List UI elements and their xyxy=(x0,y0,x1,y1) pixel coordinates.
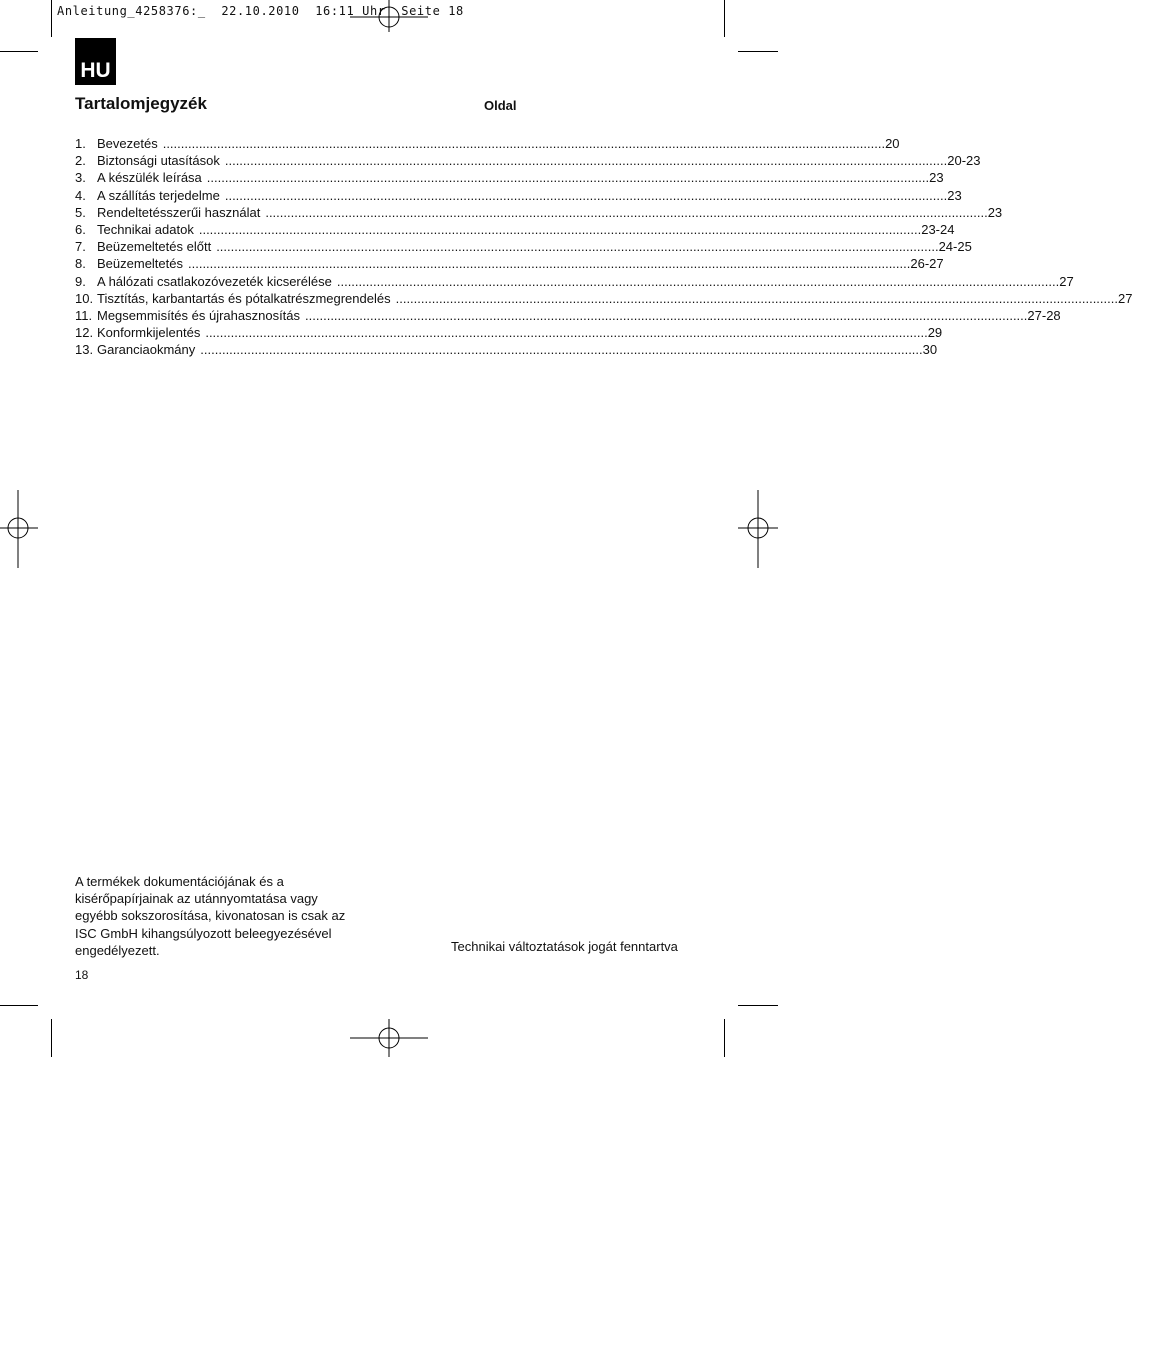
toc-entry-title: Tisztítás, karbantartás és pótalkatrészmegrendelés xyxy=(97,290,391,306)
toc-entry-number: 8. xyxy=(75,256,86,272)
toc-entry-page: 20 xyxy=(885,136,900,151)
toc-entry-title: Konformkijelentés xyxy=(97,325,201,341)
registration-mark-icon xyxy=(0,490,40,570)
toc-entry[interactable] xyxy=(75,324,943,341)
toc-entry-title: A szállítás terjedelme xyxy=(97,187,220,203)
toc-entry[interactable] xyxy=(75,255,944,272)
toc-entry-page: 23 xyxy=(929,170,944,186)
copyright-line: ISC GmbH kihangsúlyozott beleegyezésével xyxy=(75,925,332,941)
toc-entry[interactable] xyxy=(75,273,1074,290)
toc-entry-page: 29 xyxy=(927,325,943,341)
toc-entry-number: 9. xyxy=(75,273,86,289)
toc-leader-dots: ........................................................................................................................................................................................................ xyxy=(188,256,911,272)
toc-entry-title: Beüzemeltetés xyxy=(97,256,183,272)
copyright-line: egyébb sokszorosítása, kivonatosan is csak az xyxy=(75,908,346,924)
toc-entry-number: 1. xyxy=(75,136,86,151)
crop-mark xyxy=(724,1019,725,1057)
toc-leader-dots: ........................................................................................................................................................................................................ xyxy=(206,170,930,186)
toc-entry-number: 10. xyxy=(75,290,94,306)
toc-leader-dots: ........................................................................................................................................................................................................ xyxy=(162,136,886,151)
toc-entry-number: 13. xyxy=(75,342,94,358)
toc-entry-number: 5. xyxy=(75,204,86,220)
crop-mark xyxy=(0,1005,38,1006)
toc-leader-dots: ........................................................................................................................................................................................................ xyxy=(198,221,922,237)
toc-leader-dots: ........................................................................................................................................................................................................ xyxy=(205,325,928,341)
toc-leader-dots: ........................................................................................................................................................................................................ xyxy=(224,187,948,203)
copyright-line: A termékek dokumentációjának és a xyxy=(75,874,284,889)
toc-entry[interactable] xyxy=(75,238,972,255)
crop-mark xyxy=(0,51,38,52)
registration-mark-icon xyxy=(350,1019,430,1059)
toc-leader-dots: ........................................................................................................................................................................................................ xyxy=(336,273,1060,289)
toc-entry-page: 23 xyxy=(947,187,962,203)
crop-mark xyxy=(724,0,725,37)
toc-leader-dots: ........................................................................................................................................................................................................ xyxy=(305,307,1028,323)
toc-entry[interactable] xyxy=(75,307,1061,324)
toc-entry-page: 24-25 xyxy=(938,239,972,255)
toc-entry[interactable] xyxy=(75,169,944,186)
toc-leader-dots: ........................................................................................................................................................................................................ xyxy=(200,342,923,358)
toc-entry-page: 23-24 xyxy=(921,221,955,237)
toc-entry-title: Garanciaokmány xyxy=(97,342,196,358)
toc-entry-number: 6. xyxy=(75,221,86,237)
toc-entry[interactable] xyxy=(75,221,955,238)
toc-leader-dots: ........................................................................................................................................................................................................ xyxy=(216,239,939,255)
crop-mark xyxy=(738,1005,778,1006)
copyright-line: engedélyezett. xyxy=(75,942,160,958)
toc-entry[interactable] xyxy=(75,187,962,204)
toc-entry[interactable] xyxy=(75,204,1003,221)
toc-entry[interactable] xyxy=(75,135,900,152)
toc-entry-number: 7. xyxy=(75,239,86,255)
toc-entry-page: 20-23 xyxy=(947,153,981,169)
language-badge: HU xyxy=(75,38,116,85)
toc-entry-page: 30 xyxy=(922,342,938,358)
registration-mark-icon xyxy=(350,0,430,32)
toc-entry-title: Megsemmisítés és újrahasznosítás xyxy=(97,307,301,323)
page-number: 18 xyxy=(75,968,89,982)
copyright-line: kisérőpapírjainak az utánnyomtatása vagy xyxy=(75,891,318,907)
toc-entry-number: 11. xyxy=(75,307,93,323)
crop-mark xyxy=(738,51,778,52)
toc-entry[interactable] xyxy=(75,341,938,358)
toc-entry-title: Technikai adatok xyxy=(97,221,194,237)
rights-reserved-note: Technikai változtatások jogát fenntartva xyxy=(451,939,678,954)
toc-title: Tartalomjegyzék xyxy=(75,94,207,113)
toc-entry-number: 2. xyxy=(75,153,86,169)
toc-entry-title: Bevezetés xyxy=(97,136,158,151)
page-column-label: Oldal xyxy=(484,98,517,113)
toc-entry-page: 27 xyxy=(1059,273,1074,289)
table-of-contents xyxy=(75,135,1133,358)
toc-entry[interactable] xyxy=(75,290,1133,307)
toc-entry-title: Biztonsági utasítások xyxy=(97,153,220,169)
toc-entry-title: A hálózati csatlakozóvezeték kicserélése xyxy=(97,273,332,289)
toc-entry-title: Rendeltetésszerűi használat xyxy=(97,204,261,220)
crop-mark xyxy=(51,1019,52,1057)
toc-entry-title: Beüzemeltetés előtt xyxy=(97,239,212,255)
toc-entry[interactable] xyxy=(75,152,981,169)
toc-entry-page: 23 xyxy=(987,204,1003,220)
printer-slug: Anleitung_4258376:_ 22.10.2010 16:11 Uhr Seite 18 xyxy=(57,4,464,18)
crop-mark xyxy=(51,0,52,37)
toc-entry-title: A készülék leírása xyxy=(97,170,202,186)
toc-entry-page: 27-28 xyxy=(1027,307,1061,323)
registration-mark-icon xyxy=(738,490,778,570)
toc-entry-page: 26-27 xyxy=(910,256,944,272)
toc-entry-number: 4. xyxy=(75,187,86,203)
toc-leader-dots: ........................................................................................................................................................................................................ xyxy=(265,204,988,220)
toc-leader-dots: ........................................................................................................................................................................................................ xyxy=(224,153,948,169)
copyright-notice xyxy=(75,873,395,959)
toc-entry-number: 12. xyxy=(75,325,94,341)
toc-entry-number: 3. xyxy=(75,170,86,186)
toc-entry-page: 27 xyxy=(1117,290,1133,306)
toc-leader-dots: ........................................................................................................................................................................................................ xyxy=(395,290,1118,306)
